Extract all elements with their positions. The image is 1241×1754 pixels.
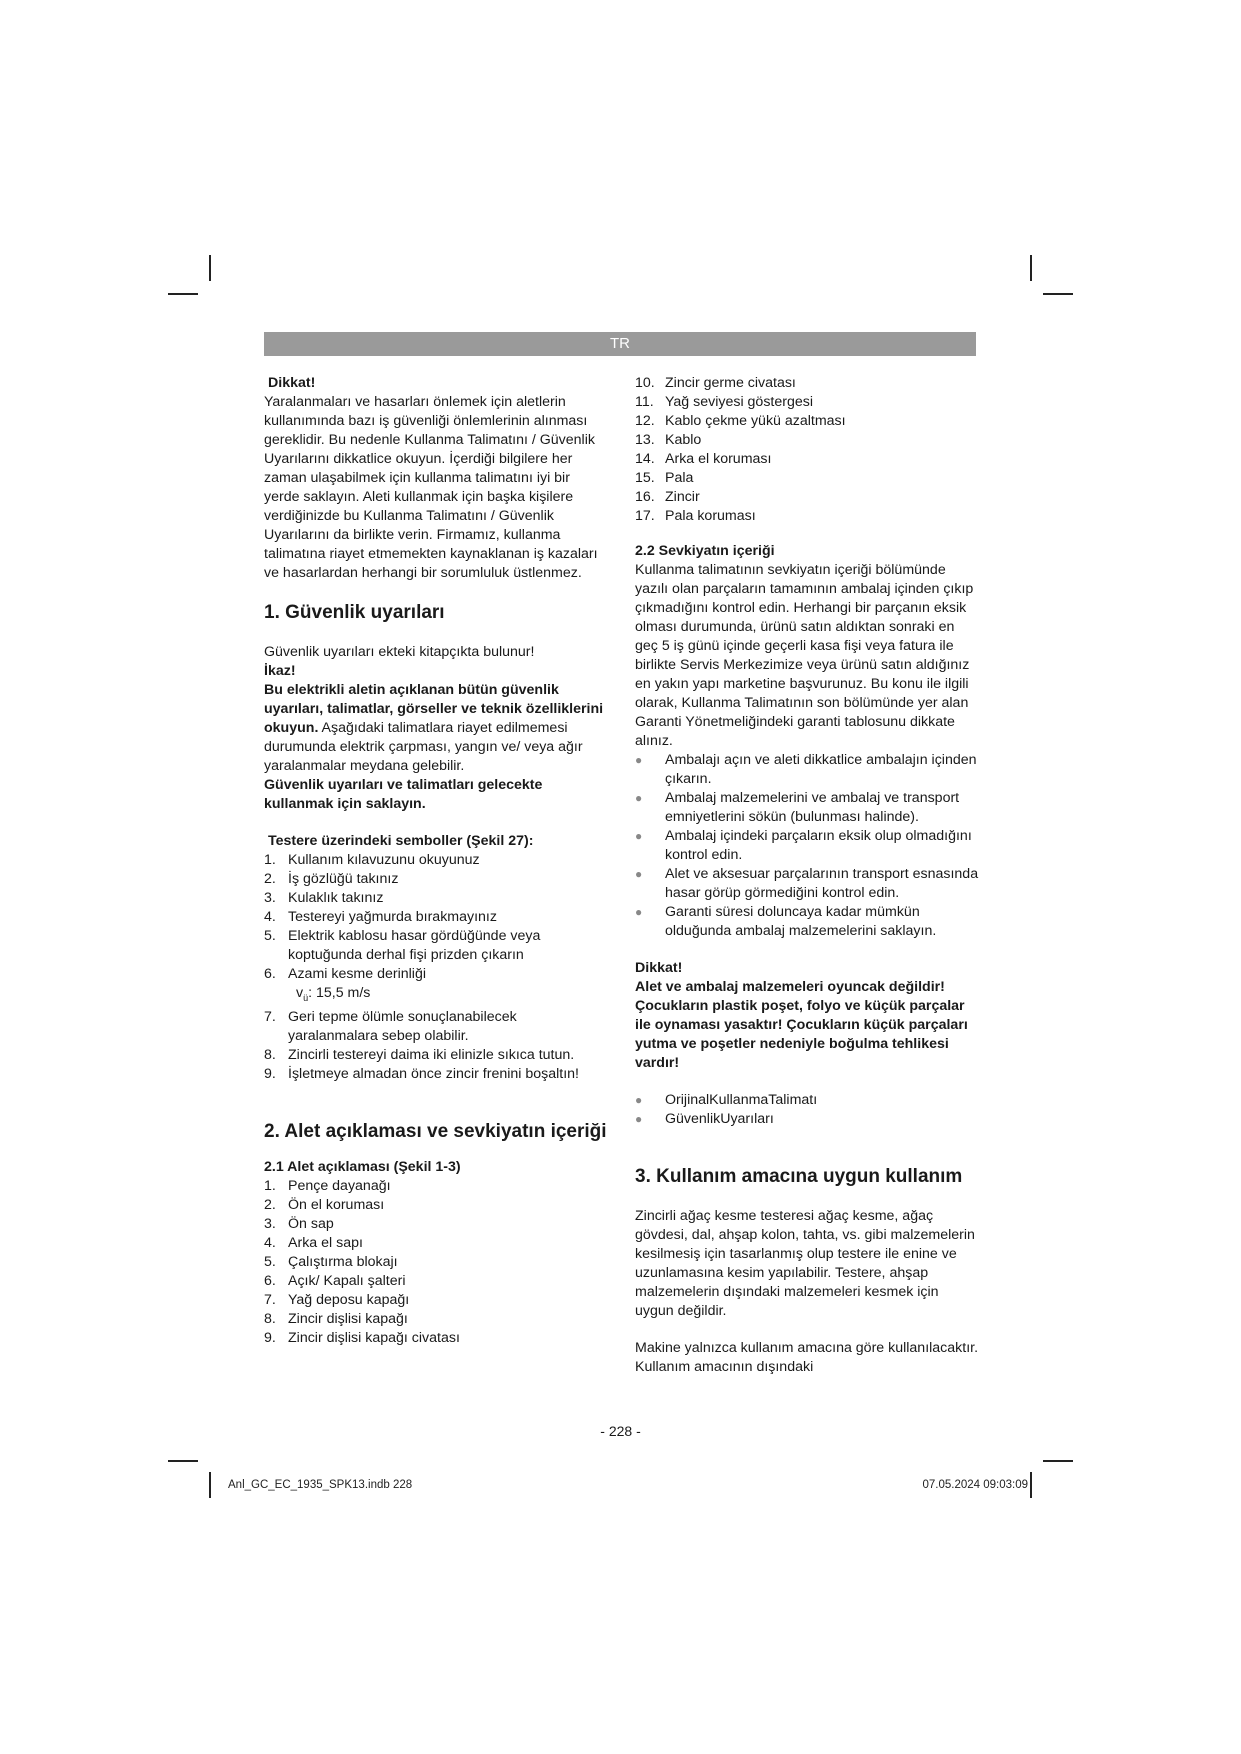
list-item: 16. Zincir: [635, 489, 700, 505]
list-item: ● OrijinalKullanmaTalimatı: [635, 1092, 818, 1108]
section-3-title: 3. Kullanım amacına uygun kullanım: [635, 1166, 963, 1187]
caution-bold-text: Bu elektrikli aletin açıklanan bütün güvenlik uyarıları, talimatlar, görseller ve teknik özelliklerini okuyun.: [264, 682, 604, 736]
list-item: 3. Kulaklık takınız: [264, 890, 384, 906]
bullet-icon: ●: [635, 829, 643, 843]
list-item: 12. Kablo çekme yükü azaltması: [635, 413, 846, 429]
section-2-title: 2. Alet açıklaması ve sevkiyatın içeriği: [264, 1120, 607, 1142]
warning-text: Yaralanmaları ve hasarları önlemek için aletlerin kullanımında bazı iş güvenliği önlemlerinin alınması gereklidir. Bu nedenle Kullanma Talimatını / Güvenlik Uyarılarını dikkatlice okuyun. İçerdiği bilgilere her zaman ulaşabilmek için kullanma talimatını iyi bir yerde saklayın. Aleti kullanmak için başka kişilere verdiğinizde bu Kullanma Talimatını / Güvenlik Uyarılarını da birlikte verin. Firmamız, kullanma talimatına riayet etmemekten kaynaklanan iş kazaları ve hasarlardan herhangi bir sorumluluk üstlenmez.: [264, 394, 598, 581]
bullet-icon: ●: [635, 867, 643, 881]
list-item: 1. Kullanım kılavuzunu okuyunuz: [264, 852, 480, 868]
list-item: 2. İş gözlüğü takınız: [264, 871, 399, 887]
list-item: 17. Pala koruması: [635, 508, 756, 524]
list-item: 8. Zincirli testereyi daima iki elinizle sıkıca tutun.: [264, 1046, 575, 1063]
list-item: ● Ambalajı açın ve aleti dikkatlice ambalajın içinden çıkarın.: [635, 752, 977, 787]
list-item: 5. Elektrik kablosu hasar gördüğünde veya koptuğunda derhal fişi prizden çıkarın: [264, 928, 541, 963]
list-item: 8. Zincir dişlisi kapağı: [264, 1310, 408, 1327]
crop-mark: [209, 1472, 211, 1498]
footer-datetime: 07.05.2024 09:03:09: [922, 1479, 1028, 1491]
list-item: ● Alet ve aksesuar parçalarının transport esnasında hasar görüp görmediğini kontrol edin.: [635, 866, 979, 901]
section-2-1-title: 2.1 Alet açıklaması (Şekil 1-3): [264, 1158, 461, 1175]
parts-list-continued: [635, 374, 980, 526]
symbols-title: Testere üzerindeki semboller (Şekil 27):: [268, 833, 534, 849]
crop-mark: [1030, 1472, 1032, 1498]
language-code: TR: [610, 335, 630, 352]
list-item: 15. Pala: [635, 470, 694, 486]
list-item: ● Ambalaj içindeki parçaların eksik olup olmadığını kontrol edin.: [635, 828, 972, 863]
language-header-bar: [264, 332, 976, 356]
list-item: 10. Zincir germe civatası: [635, 375, 796, 391]
page-number: - 228 -: [600, 1423, 641, 1439]
list-item: 4. Testereyi yağmurda bırakmayınız: [264, 909, 497, 925]
list-item: 6. Açık/ Kapalı şalteri: [264, 1272, 406, 1289]
list-item: 7. Yağ deposu kapağı: [264, 1291, 410, 1308]
chain-speed: $v_ü$: 15,5 m/s: [296, 985, 371, 1003]
list-item: 4. Arka el sapı: [264, 1234, 363, 1251]
crop-mark: [168, 293, 198, 295]
parts-list: [264, 1177, 609, 1348]
caution-keep-text: Güvenlik uyarıları ve talimatları gelecekte kullanmak için saklayın.: [264, 777, 543, 812]
list-item: 7. Geri tepme ölümle sonuçlanabilecek yaralanmalara sebep olabilir.: [264, 1008, 517, 1044]
list-item: 11. Yağ seviyesi göstergesi: [635, 394, 813, 410]
caution-title: İkaz!: [264, 663, 296, 679]
footer-file: Anl_GC_EC_1935_SPK13.indb 228: [228, 1479, 413, 1491]
bullet-icon: ●: [635, 753, 643, 767]
unpacking-list: [635, 751, 980, 941]
bullet-icon: ●: [635, 905, 643, 919]
caution-text: [264, 681, 609, 776]
warning-2-title: Dikkat!: [635, 960, 683, 976]
symbols-list: [264, 851, 609, 1084]
list-item: ● Ambalaj malzemelerini ve ambalaj ve transport emniyetlerini sökün (bulunması halinde).: [635, 790, 960, 825]
section-1-text: Güvenlik uyarıları ekteki kitapçıkta bulunur!: [264, 644, 535, 660]
left-column: [264, 374, 609, 1348]
list-item: ● GüvenlikUyarıları: [635, 1111, 774, 1127]
caution-normal-text: Aşağıdaki talimatlara riayet edilmemesi durumunda elektrik çarpması, yangın ve/ veya ağır yaralanmalar meydana gelebilir.: [264, 720, 583, 774]
list-item: 1. Pençe dayanağı: [264, 1177, 391, 1194]
list-item: 6. Azami kesme derinliği: [264, 966, 426, 982]
list-item: 5. Çalıştırma blokajı: [264, 1253, 398, 1270]
bullet-icon: ●: [635, 1093, 643, 1107]
section-2-2-title: 2.2 Sevkiyatın içeriği: [635, 543, 775, 559]
documents-list: [635, 1091, 980, 1129]
right-column: [635, 374, 980, 1377]
warning-title: Dikkat!: [268, 375, 316, 391]
list-item: 2. Ön el koruması: [264, 1196, 385, 1213]
list-item: [264, 984, 609, 1008]
list-item: 14. Arka el koruması: [635, 451, 772, 467]
section-1-title: 1. Güvenlik uyarıları: [264, 602, 445, 623]
bullet-icon: ●: [635, 1112, 643, 1126]
crop-mark: [1043, 1460, 1073, 1462]
list-item: 3. Ön sap: [264, 1215, 334, 1232]
warning-2-text: Alet ve ambalaj malzemeleri oyuncak değildir! Çocukların plastik poşet, folyo ve küçük parçalar ile oynaması yasaktır! Çocukların küçük parçaları yutma ve poşetler nedeniyle boğulma tehlikesi vardır!: [635, 979, 968, 1071]
section-3-text-2: Makine yalnızca kullanım amacına göre kullanılacaktır. Kullanım amacının dışındaki: [635, 1340, 979, 1375]
list-item: 9. İşletmeye almadan önce zincir frenini boşaltın!: [264, 1065, 579, 1082]
section-3-text: Zincirli ağaç kesme testeresi ağaç kesme, ağaç gövdesi, dal, ahşap kolon, tahta, vs. gibi malzemelerin kesilmesiş için tasarlanmış olup testere ile enine ve uzunlamasına kesim yapılabilir. Testere, ahşap malzemelerin dışındaki malzemeleri kesmek için uygun değildir.: [635, 1208, 975, 1319]
list-item: ● Garanti süresi doluncaya kadar mümkün olduğunda ambalaj malzemelerini saklayın.: [635, 904, 937, 939]
crop-mark: [209, 255, 211, 281]
list-item: 13. Kablo: [635, 432, 702, 448]
bullet-icon: ●: [635, 791, 643, 805]
crop-mark: [1043, 293, 1073, 295]
crop-mark: [1030, 255, 1032, 281]
list-item: 9. Zincir dişlisi kapağı civatası: [264, 1329, 460, 1346]
crop-mark: [168, 1460, 198, 1462]
section-2-2-text: Kullanma talimatının sevkiyatın içeriği bölümünde yazılı olan parçaların tamamının ambalaj içinden çıkıp çıkmadığını kontrol edin. Herhangi bir parçanın eksik olması durumunda, ürünü satın aldıktan sonraki en geç 5 iş günü içinde geçerli kasa fişi veya fatura ile birlikte Servis Merkezimize veya ürünü satın aldığınız en yakın yapı marketine başvurunuz. Bu konu ile ilgili olarak, Kullanma Talimatının son bölümünde yer alan Garanti Yönetmeliğindeki garanti tablosunu dikkate alınız.: [635, 562, 974, 749]
